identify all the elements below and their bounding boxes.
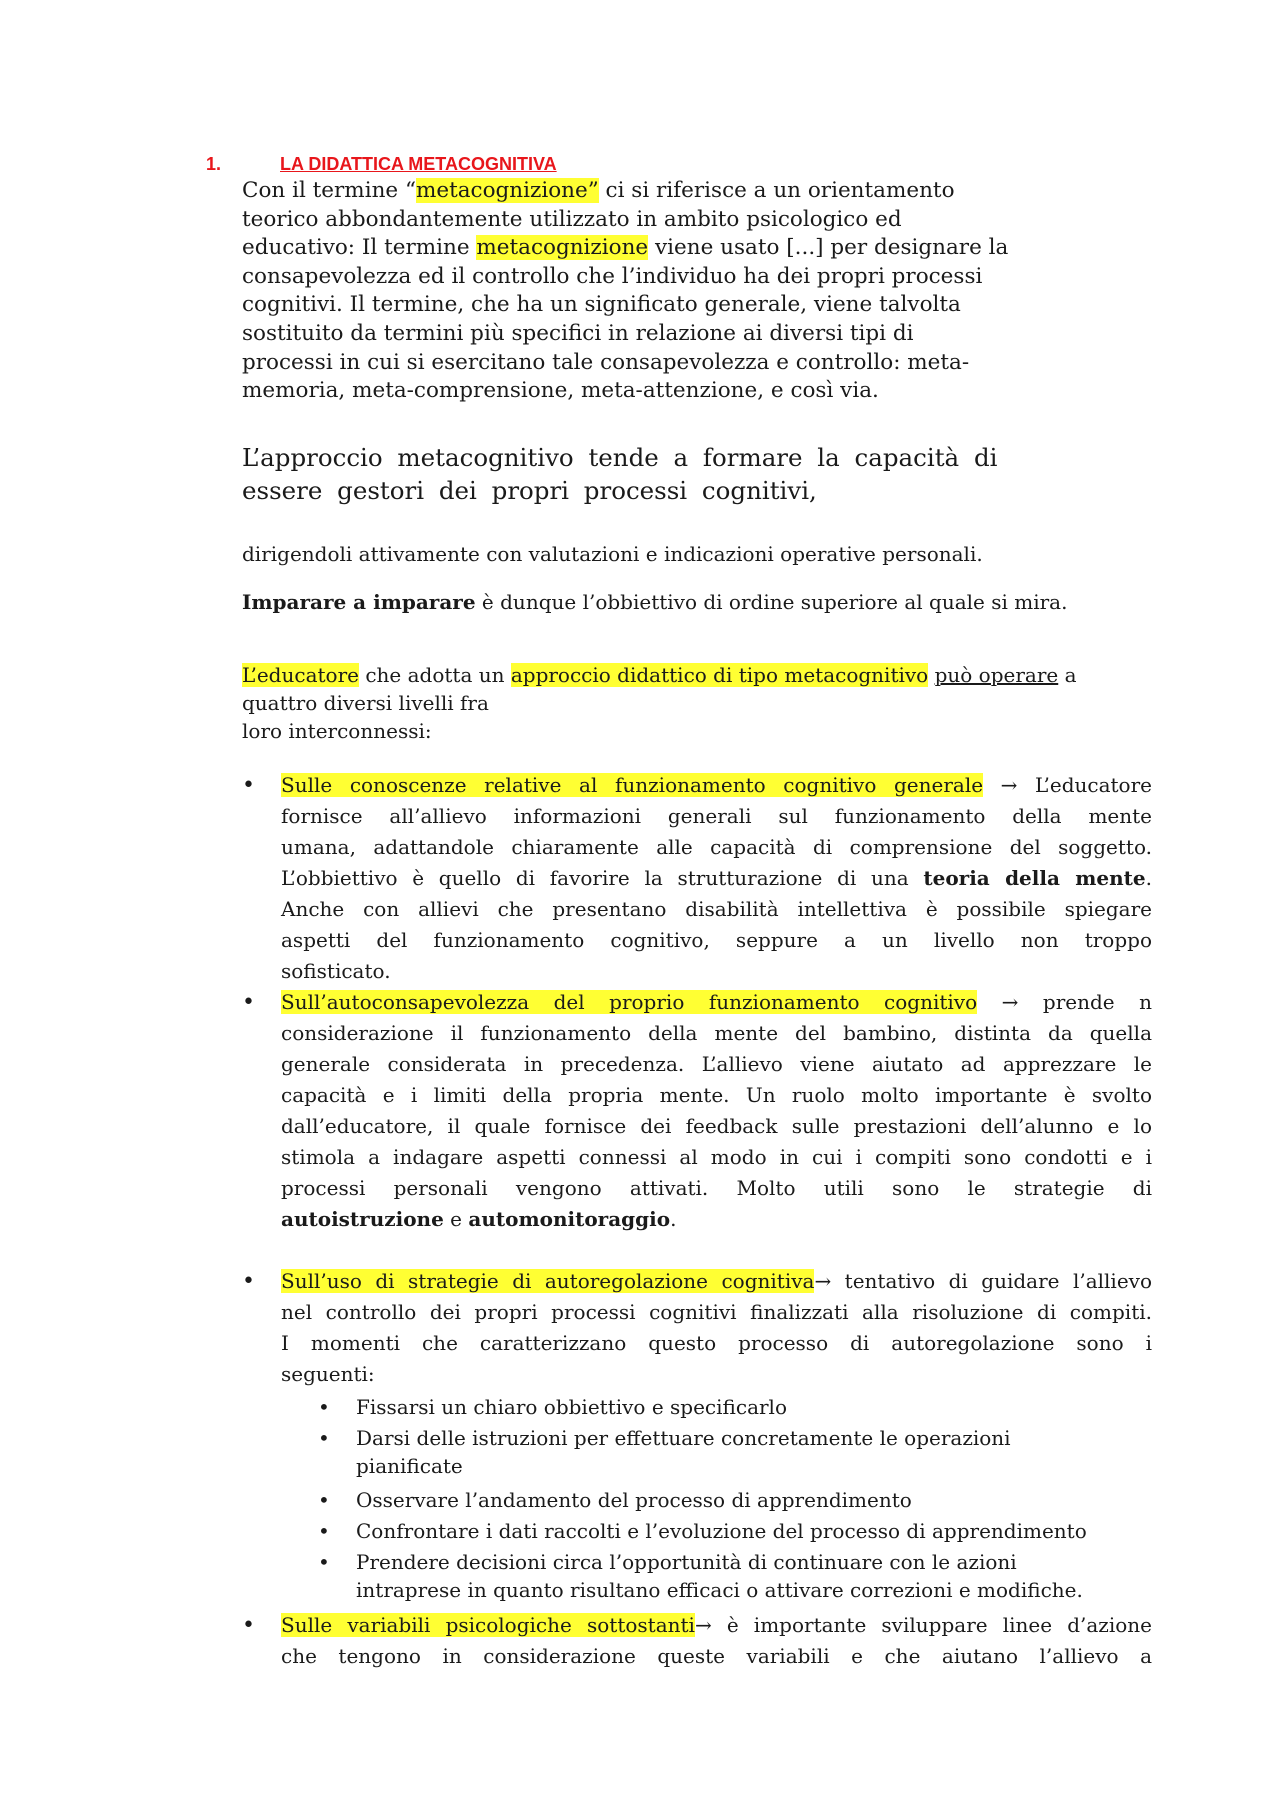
text-line: sofisticato. — [281, 959, 391, 983]
text-line: stimola a indagare aspetti connessi al modo in cui i compiti sono condotti e i — [281, 1145, 1152, 1169]
text-line: nel controllo dei propri processi cognitivi finalizzati alla risoluzione di compiti. — [281, 1300, 1152, 1324]
text: → prende n — [977, 990, 1152, 1014]
text-line: processi in cui si esercitano tale consapevolezza e controllo: meta- — [242, 349, 970, 375]
text-line: pianificate — [356, 1454, 463, 1478]
text-line: capacità e i limiti della propria mente. Un ruolo molto importante è svolto — [281, 1083, 1152, 1107]
text-line: teorico abbondantemente utilizzato in ambito psicologico ed — [242, 206, 902, 232]
highlight: Sull’uso di strategie di autoregolazione cognitiva — [281, 1269, 815, 1293]
text-line: Prendere decisioni circa l’opportunità di continuare con le azioni — [356, 1550, 1017, 1574]
text: → L’educatore — [983, 773, 1152, 797]
bullet-icon: • — [318, 1395, 330, 1419]
text-line: Fissarsi un chiaro obbiettivo e specificarlo — [356, 1395, 787, 1419]
text-line: Osservare l’andamento del processo di apprendimento — [356, 1488, 912, 1512]
text-line: I momenti che caratterizzano questo processo di autoregolazione sono i — [281, 1331, 1152, 1355]
text: . — [1145, 866, 1152, 890]
bullet-icon: • — [242, 1613, 255, 1638]
text-line: Confrontare i dati raccolti e l’evoluzione del processo di apprendimento — [356, 1519, 1087, 1543]
text: → è importante sviluppare linee d’azione — [694, 1613, 1152, 1637]
intro-paragraph — [242, 177, 1052, 406]
text-line: cognitivi. Il termine, che ha un significato generale, viene talvolta — [242, 292, 961, 318]
text-line: considerazione il funzionamento della mente del bambino, distinta da quella — [281, 1021, 1152, 1045]
bullet-icon: • — [318, 1426, 330, 1450]
text: a — [1058, 663, 1077, 687]
paragraph-imparare — [242, 590, 1067, 614]
text-line: generale considerata in precedenza. L’allievo viene aiutato ad apprezzare le — [281, 1052, 1152, 1076]
text: → tentativo di guidare l’allievo — [814, 1269, 1152, 1293]
bold-text: autoistruzione — [281, 1207, 444, 1231]
bold-text: automonitoraggio — [468, 1207, 671, 1231]
text-line: fornisce all’allievo informazioni generali sul funzionamento della mente — [281, 804, 1152, 828]
text-line: che tengono in considerazione queste variabili e che aiutano l’allievo a — [281, 1644, 1152, 1668]
highlight: metacognizione — [476, 235, 649, 261]
text: e — [443, 1207, 469, 1231]
section-title: LA DIDATTICA METACOGNITIVA — [280, 154, 557, 174]
text-line: consapevolezza ed il controllo che l’individuo ha dei propri processi — [242, 263, 983, 289]
section-number: 1. — [206, 154, 222, 174]
paragraph-educatore — [242, 661, 1162, 745]
highlight: metacognizione” — [415, 178, 599, 203]
highlight: Sulle conoscenze relative al funzionamento cognitivo generale — [281, 773, 984, 797]
bold-text: teoria della mente — [923, 866, 1146, 890]
large-statement — [242, 441, 1022, 507]
highlight: Sulle variabili psicologiche sottostanti — [281, 1613, 695, 1637]
text: ci si riferisce a un orientamento — [598, 178, 955, 203]
bullet-icon: • — [318, 1488, 330, 1512]
bullet-icon: • — [242, 990, 255, 1015]
text: è dunque l’obbiettivo di ordine superiore al quale si mira. — [475, 590, 1068, 614]
text: . — [670, 1207, 677, 1231]
bullet-icon: • — [242, 1269, 255, 1294]
underlined-text: può operare — [934, 663, 1059, 687]
text: che adotta un — [358, 663, 511, 687]
text-line: loro interconnessi: — [242, 719, 432, 743]
text: L’obbiettivo è quello di favorire la strutturazione di una — [281, 866, 924, 890]
text-line: dall’educatore, il quale fornisce dei feedback sulle prestazioni dell’alunno e lo — [281, 1114, 1152, 1138]
text-line: umana, adattandole chiaramente alle capacità di comprensione del soggetto. — [281, 835, 1152, 859]
paragraph-operative: dirigendoli attivamente con valutazioni e indicazioni operative personali. — [242, 542, 983, 566]
text-line: processi personali vengono attivati. Molto utili sono le strategie di — [281, 1176, 1152, 1200]
highlight: Sull’autoconsapevolezza del proprio funzionamento cognitivo — [281, 990, 978, 1014]
text: viene usato [...] per designare la — [648, 235, 1009, 261]
text-line: quattro diversi livelli fra — [242, 691, 489, 715]
text-line: aspetti del funzionamento cognitivo, seppure a un livello non troppo — [281, 928, 1152, 952]
text-line: sostituito da termini più specifici in relazione ai diversi tipi di — [242, 320, 914, 346]
text-line: seguenti: — [281, 1362, 375, 1386]
highlight: approccio didattico di tipo metacognitivo — [510, 663, 929, 687]
highlight: L’educatore — [242, 663, 359, 687]
text: educativo: Il termine — [242, 235, 477, 261]
text: Con il termine “ — [242, 178, 416, 203]
text-line: intraprese in quanto risultano efficaci o attivare correzioni e modifiche. — [356, 1578, 1083, 1602]
text-line: Darsi delle istruzioni per effettuare concretamente le operazioni — [356, 1426, 1011, 1450]
bullet-icon: • — [318, 1519, 330, 1543]
text-line: Anche con allievi che presentano disabilità intellettiva è possibile spiegare — [281, 897, 1152, 921]
text-line: memoria, meta-comprensione, meta-attenzione, e così via. — [242, 378, 879, 404]
bullet-icon: • — [242, 773, 255, 798]
bold-text: Imparare a imparare — [242, 590, 476, 614]
text-line: essere gestori dei propri processi cognitivi, — [242, 476, 817, 505]
bullet-icon: • — [318, 1550, 330, 1574]
text-line: L’approccio metacognitivo tende a formare la capacità di — [242, 443, 998, 472]
